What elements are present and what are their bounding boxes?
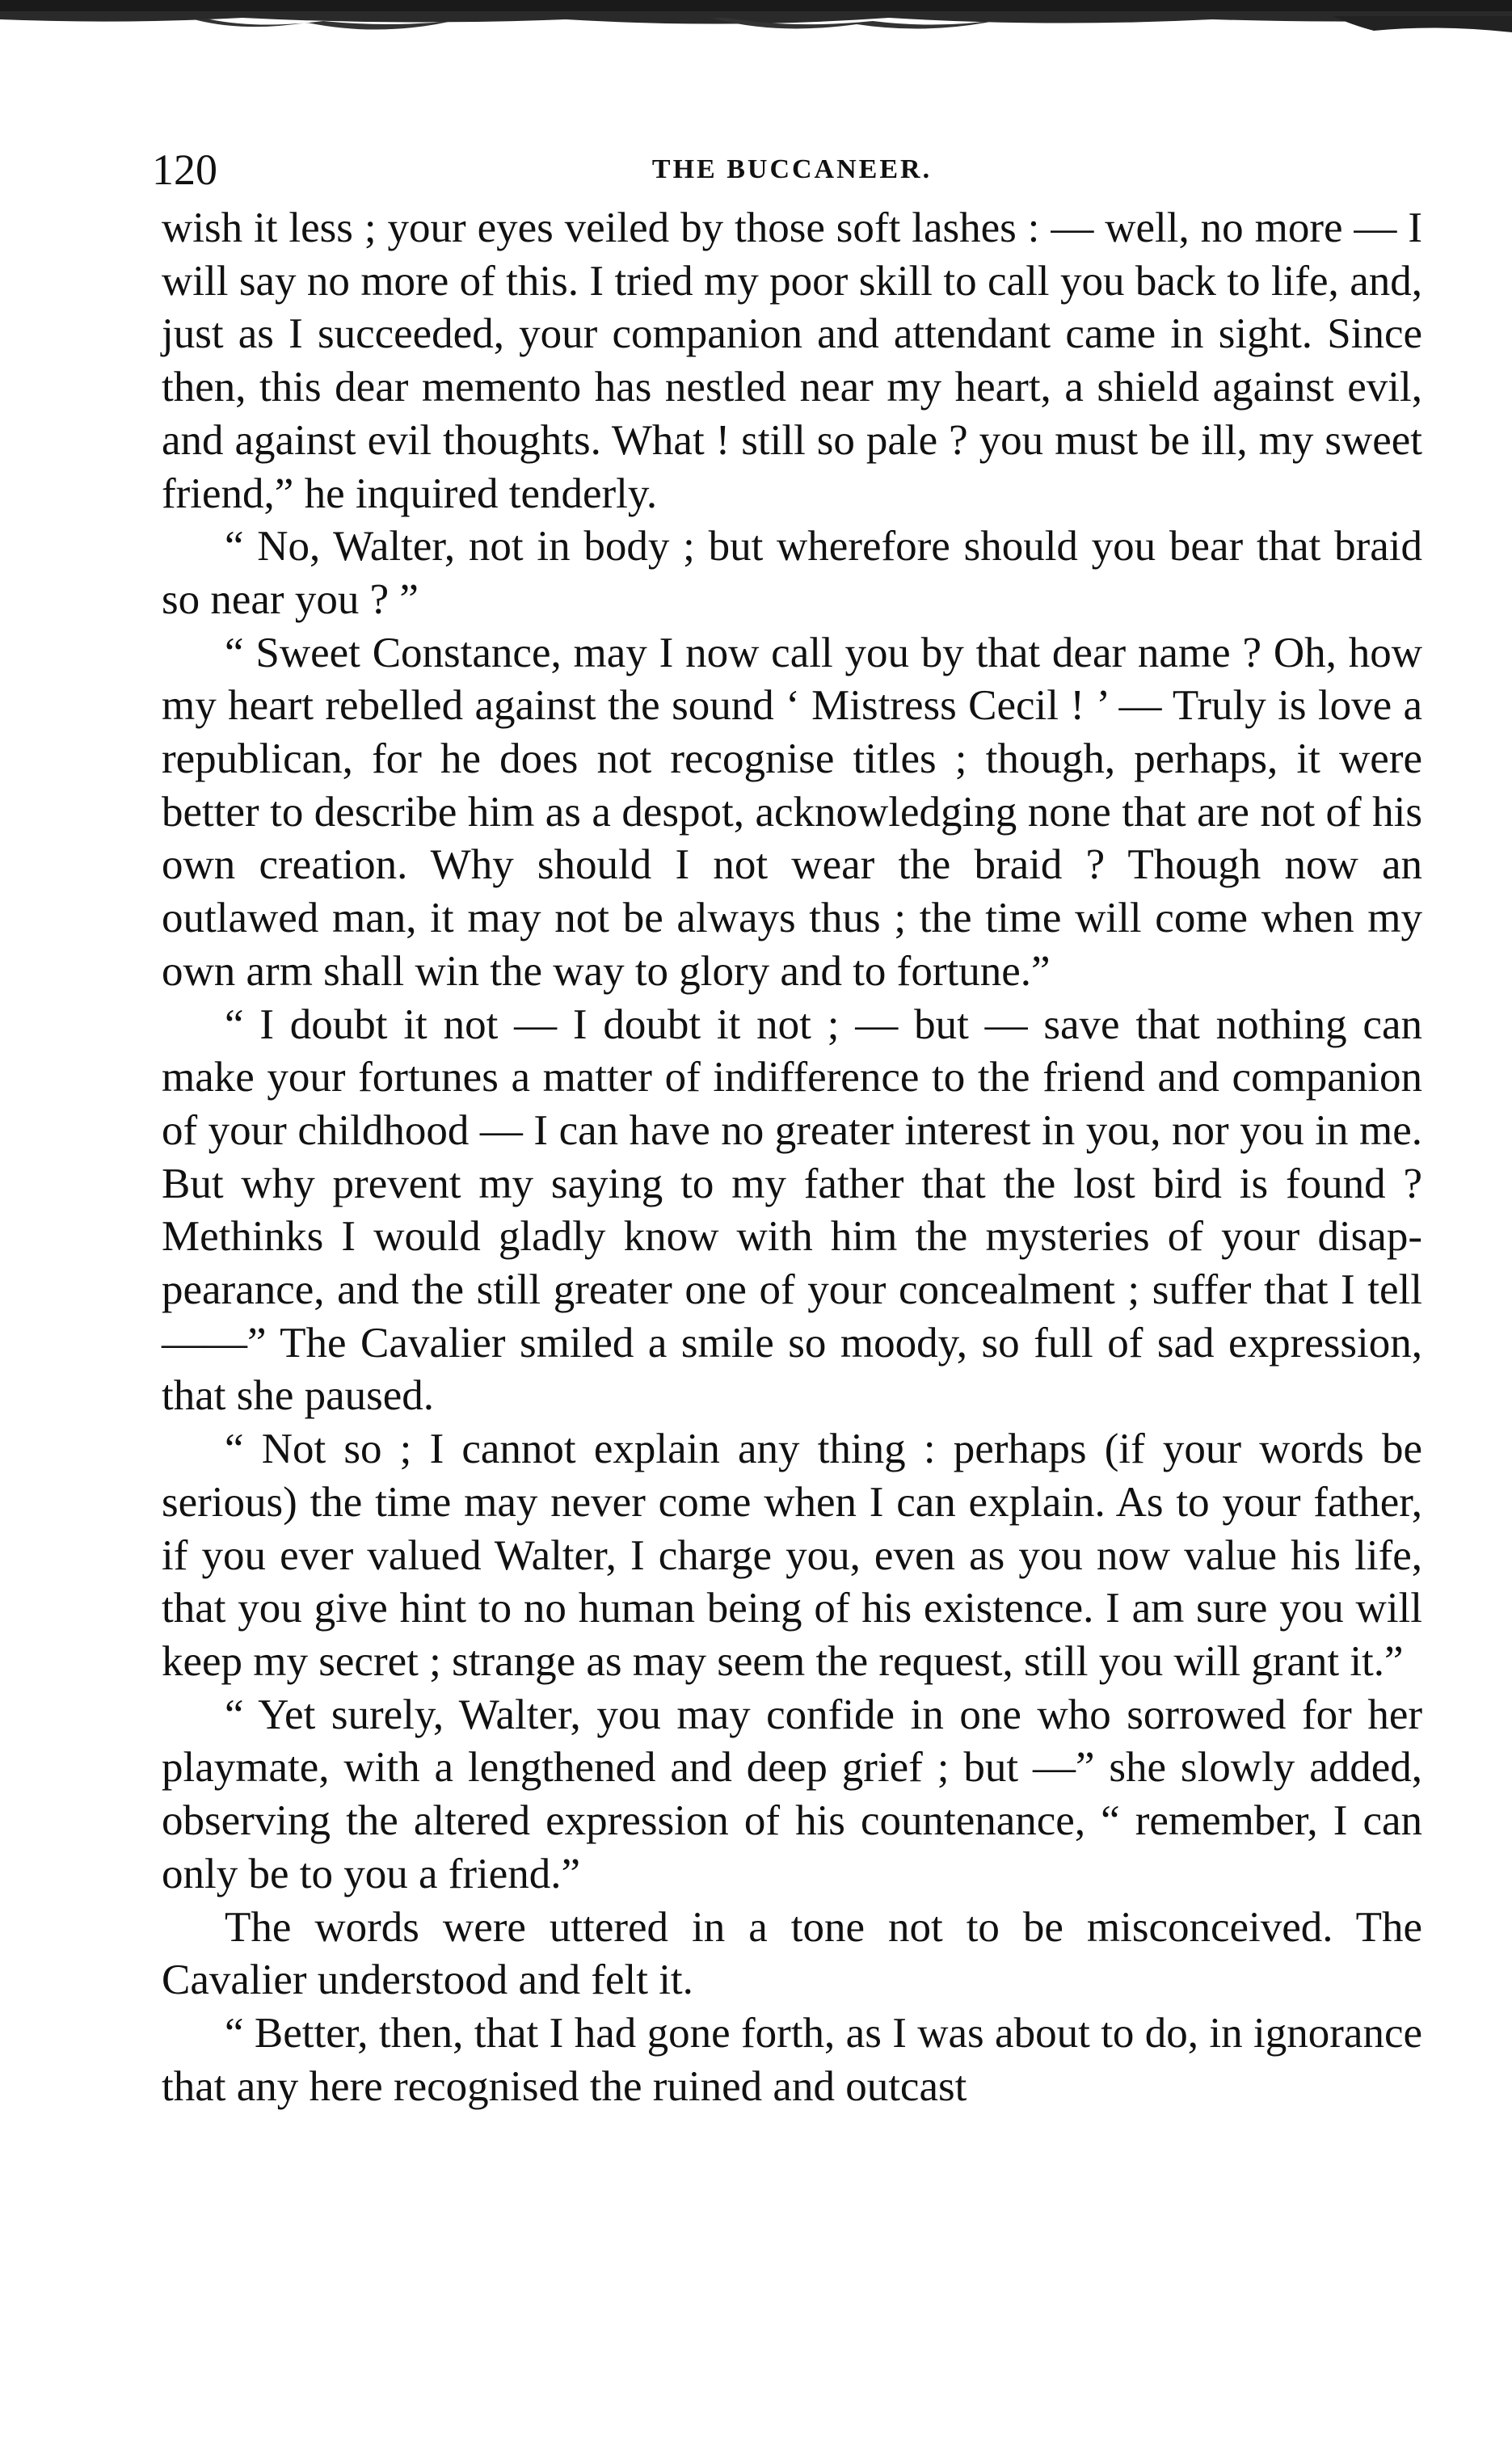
paragraph: wish it less ; your eyes veiled by those soft lashes : — well, no more — I will say no more of this. I tried my poor skill to call you back to life, and, just as I succeeded, your companion and attendant came in sight. Since then, this dear memento has nestled near my heart, a shield against evil, and against evil thoughts. What ! still so pale ? you must be ill, my sweet friend,” he inquired tenderly. — [162, 204, 1422, 517]
paragraph: “ I doubt it not — I doubt it not ; — but — save that nothing can make your fortunes a matter of indifference to the friend and companion of your childhood — I can have no greater interest in you, nor you in me. But why prevent my saying to my father that the lost bird is found ? Methinks I would gladly know with him the mysteries of your disappearance, and the still greater one of your concealment ; suffer that I tell ——” The Cavalier smiled a smile so moody, so full of sad expression, that she paused. — [162, 1000, 1422, 1420]
paragraph: “ Yet surely, Walter, you may confide in one who sorrowed for her playmate, with a lengthened and deep grief ; but —” she slowly added, observing the altered expression of his countenance, “ remember, I can only be to you a friend.” — [162, 1691, 1422, 1897]
paragraph: The words were uttered in a tone not to be misconceived. The Cavalier understood and felt it. — [162, 1903, 1422, 2004]
book-page — [152, 137, 1422, 2113]
page-number: 120 — [152, 145, 217, 194]
decorative-page-border — [0, 0, 1512, 48]
body-text — [162, 202, 1422, 2113]
paragraph: “ Not so ; I cannot explain any thing : perhaps (if your words be serious) the time may never come when I can explain. As to your father, if you ever valued Walter, I charge you, even as you now value his life, that you give hint to no human being of his existence. I am sure you will keep my secret ; strange as may seem the request, still you will grant it.” — [162, 1426, 1422, 1685]
paragraph: “ Sweet Constance, may I now call you by that dear name ? Oh, how my heart rebelled against the sound ‘ Mistress Cecil ! ’ — Truly is love a republican, for he does not recognise titles ; though, perhaps, it were better to describe him as a despot, acknowledging none that are not of his own creation. Why should I not wear the braid ? Though now an outlawed man, it may not be always thus ; the time will come when my own arm shall win the way to glory and to fortune.” — [162, 629, 1422, 995]
paragraph: “ No, Walter, not in body ; but wherefore should you bear that braid so near you ? ” — [162, 523, 1422, 623]
page-header — [152, 137, 1422, 202]
paragraph: “ Better, then, that I had gone forth, as I was about to do, in ignorance that any here recognised the ruined and outcast — [162, 2009, 1422, 2110]
running-title: THE BUCCANEER. — [651, 154, 933, 184]
